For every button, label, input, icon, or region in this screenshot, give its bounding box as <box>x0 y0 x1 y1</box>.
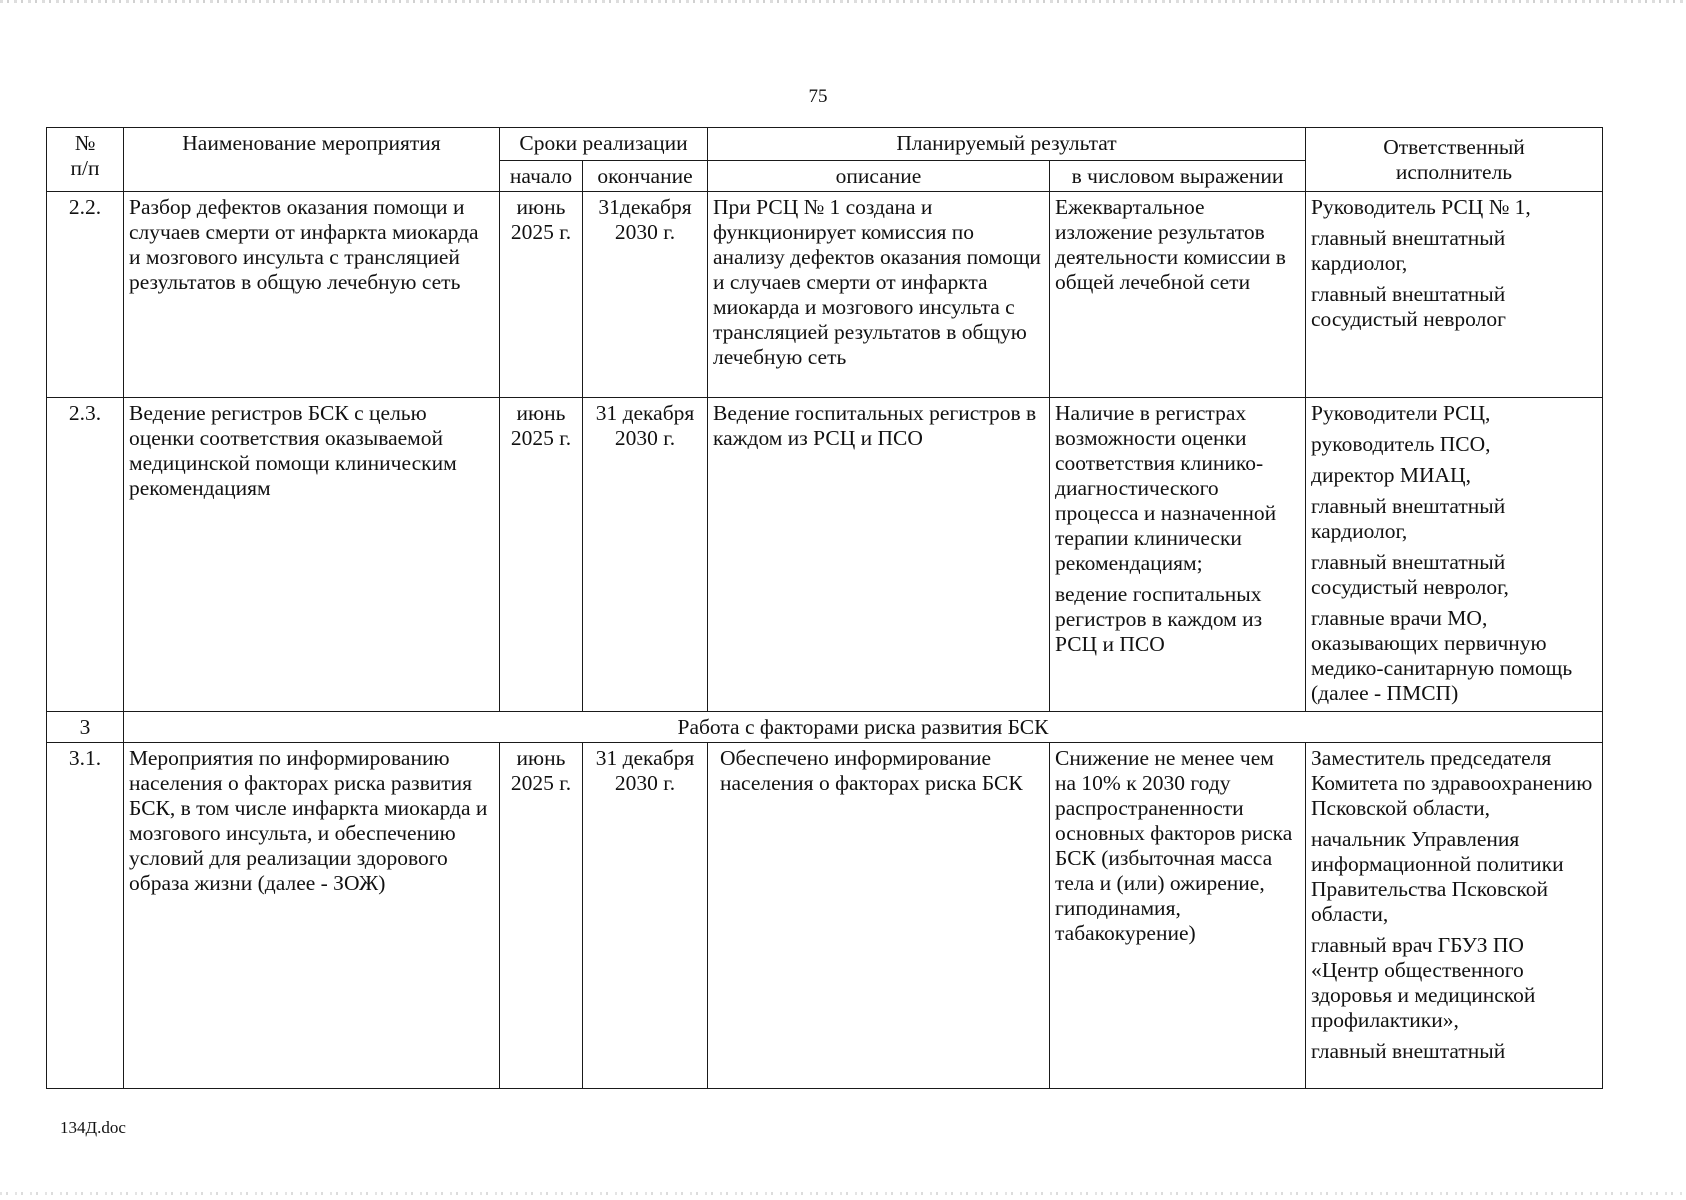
row-num: 3.1. <box>47 743 124 1089</box>
row-num: 2.3. <box>47 398 124 712</box>
responsible-item: главный внештатный кардиолог, <box>1311 494 1506 543</box>
header-terms: Сроки реализации <box>500 128 708 161</box>
footer-file-name: 134Д.doc <box>60 1118 126 1137</box>
scan-edge-bottom <box>0 1192 1686 1195</box>
table-row <box>47 398 1603 712</box>
numeric-paragraph: ведение госпитальных регистров в каждом из РСЦ и ПСО <box>1055 582 1263 656</box>
responsible-item: директор МИАЦ, <box>1311 463 1471 487</box>
table-row <box>47 743 1603 1089</box>
responsible-item: Руководитель РСЦ № 1, <box>1311 195 1531 219</box>
responsible-item: главный внештатный сосудистый невролог <box>1311 282 1506 331</box>
table-body <box>47 192 1603 1089</box>
numeric-paragraph: Ежеквартальное изложение результатов деятельности комиссии в общей лечебной сети <box>1055 195 1286 294</box>
row-numeric <box>1050 192 1306 398</box>
row-name: Разбор дефектов оказания помощи и случаев смерти от инфаркта миокарда и мозгового инсульта с трансляцией результатов в общую лечебную сеть <box>124 192 500 398</box>
header-end: окончание <box>583 161 708 192</box>
row-numeric <box>1050 743 1306 1089</box>
section-row <box>47 712 1603 743</box>
responsible-item: главный внештатный кардиолог, <box>1311 226 1506 275</box>
responsible-item: Руководители РСЦ, <box>1311 401 1491 425</box>
section-num: 3 <box>47 712 124 743</box>
row-name: Мероприятия по информированию населения о факторах риска развития БСК, в том числе инфаркта миокарда и мозгового инсульта, и обеспечению условий для реализации здорового образа жизни (далее - ЗОЖ) <box>124 743 500 1089</box>
page-number: 75 <box>808 86 828 107</box>
header-name: Наименование мероприятия <box>124 128 500 192</box>
header-numeric: в числовом выражении <box>1050 161 1306 192</box>
header-responsible: Ответственный исполнитель <box>1306 128 1603 192</box>
numeric-paragraph: Наличие в регистрах возможности оценки соответствия клинико-диагностического процесса и назначенной терапии клинически рекомендациям; <box>1055 401 1277 575</box>
responsible-item: главный внештатный сосудистый невролог, <box>1311 550 1509 599</box>
section-title: Работа с факторами риска развития БСК <box>124 712 1603 743</box>
responsible-item: руководитель ПСО, <box>1311 432 1491 456</box>
row-start: июнь 2025 г. <box>500 398 583 712</box>
row-responsible <box>1306 192 1603 398</box>
row-end: 31 декабря 2030 г. <box>583 743 708 1089</box>
row-name: Ведение регистров БСК с целью оценки соответствия оказываемой медицинской помощи клиническим рекомендациям <box>124 398 500 712</box>
row-description: Ведение госпитальных регистров в каждом из РСЦ и ПСО <box>708 398 1050 712</box>
row-responsible <box>1306 743 1603 1089</box>
responsible-item: главный врач ГБУЗ ПО «Центр общественного здоровья и медицинской профилактики», <box>1311 933 1536 1032</box>
row-end: 31 декабря 2030 г. <box>583 398 708 712</box>
header-description: описание <box>708 161 1050 192</box>
row-start: июнь 2025 г. <box>500 192 583 398</box>
scan-edge-top <box>0 0 1686 3</box>
responsible-item: начальник Управления информационной политики Правительства Псковской области, <box>1311 827 1564 926</box>
responsible-item: главные врачи МО, оказывающих первичную медико-санитарную помощь (далее - ПМСП) <box>1311 606 1573 705</box>
responsible-item: Заместитель председателя Комитета по здравоохранению Псковской области, <box>1311 746 1593 820</box>
activities-table <box>46 127 1603 1089</box>
numeric-paragraph: Снижение не менее чем на 10% к 2030 году распространенности основных факторов риска БСК (избыточная масса тела и (или) ожирение, гиподинамия, табакокурение) <box>1055 746 1293 945</box>
table-header <box>47 128 1603 192</box>
header-planned-result: Планируемый результат <box>708 128 1306 161</box>
row-description: Обеспечено информирование населения о факторах риска БСК <box>708 743 1050 1089</box>
row-description: При РСЦ № 1 создана и функционирует комиссия по анализу дефектов оказания помощи и случаев смерти от инфаркта миокарда и мозгового инсульта с трансляцией результатов в общую лечебную сеть <box>708 192 1050 398</box>
header-num: № п/п <box>47 128 124 192</box>
row-numeric <box>1050 398 1306 712</box>
header-row-main <box>47 128 1603 161</box>
row-end: 31декабря 2030 г. <box>583 192 708 398</box>
row-start: июнь 2025 г. <box>500 743 583 1089</box>
row-num: 2.2. <box>47 192 124 398</box>
header-start: начало <box>500 161 583 192</box>
table-row <box>47 192 1603 398</box>
row-responsible <box>1306 398 1603 712</box>
responsible-item: главный внештатный <box>1311 1039 1506 1063</box>
